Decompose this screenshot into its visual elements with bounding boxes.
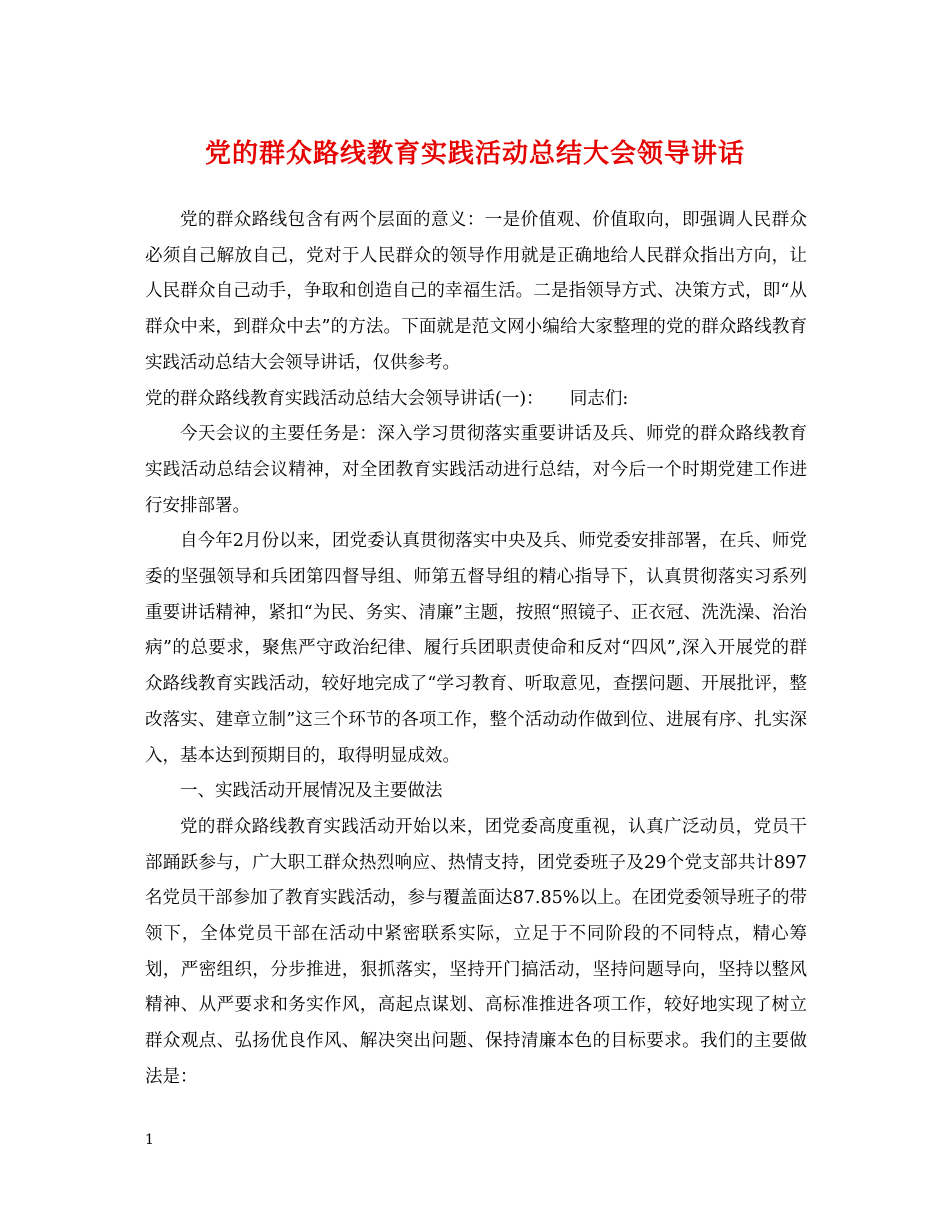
document-body xyxy=(145,203,807,1096)
paragraph-since-february: 自今年2月份以来，团党委认真贯彻落实中央及兵、师党委安排部署，在兵、师党委的坚强领导和兵团第四督导组、师第五督导组的精心指导下，认真贯彻落实习系列重要讲话精神，紧扣“为民、务实、清廉”主题，按照“照镜子、正衣冠、洗洗澡、治治病”的总要求，聚焦严守政治纪律、履行兵团职责使命和反对“四风”,深入开展党的群众路线教育实践活动，较好地完成了“学习教育、听取意见，查摆问题、开展批评，整改落实、建章立制”这三个环节的各项工作，整个活动动作做到位、进展有序、扎实深入，基本达到预期目的，取得明显成效。 xyxy=(145,531,807,766)
section-heading-1: 一、实践活动开展情况及主要做法 xyxy=(180,781,443,802)
document-title: 党的群众路线教育实践活动总结大会领导讲话 xyxy=(204,139,745,169)
paragraph-activity-overview: 党的群众路线教育实践活动开始以来，团党委高度重视，认真广泛动员，党员干部踊跃参与，广大职工群众热烈响应、热情支持，团党委班子及29个党支部共计897名党员干部参加了教育实践活动，参与覆盖面达87.85%以上。在团党委领导班子的带领下，全体党员干部在活动中紧密联系实际，立足于不同阶段的不同特点，精心筹划，严密组织，分步推进，狠抓落实，坚持开门搞活动，坚持问题导向，坚持以整风精神、从严要求和务实作风，高起点谋划、高标准推进各项工作，较好地实现了树立群众观点、弘扬优良作风、解决突出问题、保持清廉本色的目标要求。我们的主要做法是： xyxy=(145,816,807,1087)
paragraph-meeting-task: 今天会议的主要任务是：深入学习贯彻落实重要讲话及兵、师党的群众路线教育实践活动总结会议精神，对全团教育实践活动进行总结，对今后一个时期党建工作进行安排部署。 xyxy=(145,424,807,516)
paragraph-speech-heading: 党的群众路线教育实践活动总结大会领导讲话(一)： 同志们: xyxy=(145,388,629,409)
page-number: 1 xyxy=(145,1132,154,1148)
paragraph-intro: 党的群众路线包含有两个层面的意义：一是价值观、价值取向，即强调人民群众必须自己解放自己，党对于人民群众的领导作用就是正确地给人民群众指出方向，让人民群众自己动手，争取和创造自己的幸福生活。二是指领导方式、决策方式，即“从群众中来，到群众中去”的方法。下面就是范文网小编给大家整理的党的群众路线教育实践活动总结大会领导讲话，仅供参考。 xyxy=(145,210,807,373)
